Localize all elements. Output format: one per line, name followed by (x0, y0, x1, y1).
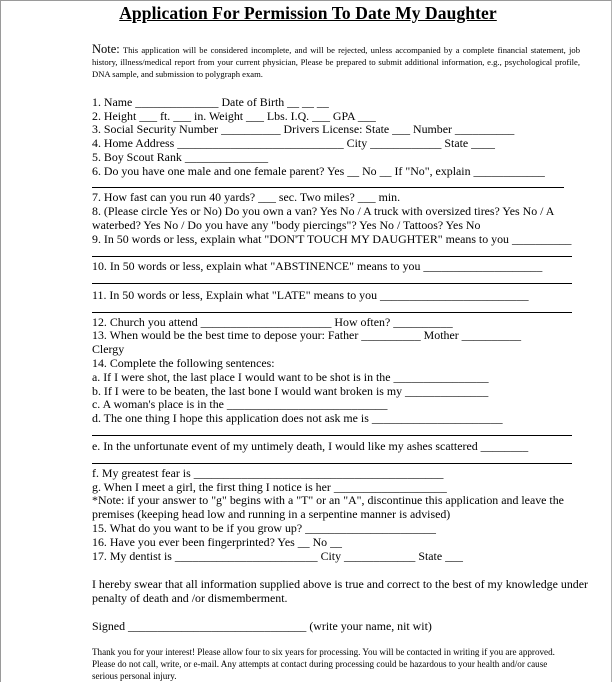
question-12: 12. Church you attend ______________________ How often? __________ (92, 315, 453, 329)
question-10: 10. In 50 words or less, explain what "ABSTINENCE" means to you ____________________ (92, 259, 543, 273)
note-text: This application will be considered incomplete, and will be rejected, unless accompanied by a complete financial statement, job history, illness/medical report from your current physician, Please be prepared to submit additional information, e.g., psychological profile, DNA sample, and submission to polygraph exam. (92, 45, 580, 79)
page-title: Application For Permission To Date My Daughter (119, 3, 497, 23)
question-17: 17. My dentist is ________________________ City ____________ State ___ (92, 549, 463, 563)
answer-line[interactable] (92, 435, 572, 436)
question-13: 13. When would be the best time to depose your: Father __________ Mother __________ (92, 328, 522, 342)
footer-text: Thank you for your interest! Please allow four to six years for processing. You will be contacted in writing if you are approved. Please do not call, write, or e-mail. Any attempts at contact during processing could be hazardous to your health and/or cause serious personal injury. (92, 647, 555, 681)
note-label: Note: (92, 42, 120, 56)
question-4: 4. Home Address ____________________________ City ____________ State ____ (92, 136, 495, 150)
question-2: 2. Height ___ ft. ___ in. Weight ___ Lbs. I.Q. ___ GPA ___ (92, 109, 376, 123)
question-14c: c. A woman's place is in the ___________________________ (92, 397, 388, 411)
question-14g: g. When I meet a girl, the first thing I notice is her ___________________ (92, 480, 447, 494)
question-9: 9. In 50 words or less, explain what "DON'T TOUCH MY DAUGHTER" means to you __________ (92, 232, 572, 246)
question-3: 3. Social Security Number __________ Drivers License: State ___ Number __________ (92, 122, 515, 136)
answer-line[interactable] (92, 283, 572, 284)
question-6: 6. Do you have one male and one female parent? Yes __ No __ If "No", explain ____________ (92, 164, 545, 178)
signature-line: Signed ______________________________ (write your name, nit wit) (92, 619, 432, 633)
question-14: 14. Complete the following sentences: (92, 356, 275, 370)
question-14e: e. In the unfortunate event of my untimely death, I would like my ashes scattered ________ (92, 439, 529, 453)
answer-line[interactable] (92, 463, 572, 464)
question-7: 7. How fast can you run 40 yards? ___ sec. Two miles? ___ min. (92, 190, 401, 204)
question-14-note-2: premises (keeping head low and running in a serpentine manner is advised) (92, 507, 451, 521)
question-5: 5. Boy Scout Rank ______________ (92, 150, 269, 164)
answer-line[interactable] (92, 312, 572, 313)
question-1: 1. Name ______________ Date of Birth __ __ __ (92, 95, 329, 109)
question-15: 15. What do you want to be if you grow up? ______________________ (92, 521, 436, 535)
question-16: 16. Have you ever been fingerprinted? Yes __ No __ (92, 535, 342, 549)
question-14-note-1: *Note: if your answer to "g" begins with a "T" or an "A", discontinue this application and leave the (92, 493, 564, 507)
question-8-line-2: waterbed? Yes No / Do you have any "body piercings"? Yes No / Tattoos? Yes No (92, 218, 481, 232)
answer-line[interactable] (92, 187, 564, 188)
question-11: 11. In 50 words or less, Explain what "LATE" means to you _________________________ (92, 288, 529, 302)
question-14b: b. If I were to be beaten, the last bone I would want broken is my ______________ (92, 384, 489, 398)
question-14f: f. My greatest fear is __________________________________________ (92, 466, 444, 480)
question-8-line-1: 8. (Please circle Yes or No) Do you own a van? Yes No / A truck with oversized tires? Yes No / A (92, 204, 555, 218)
question-13-clergy: Clergy (92, 342, 125, 356)
oath-line-2: penalty of death and /or dismemberment. (92, 591, 288, 605)
oath-line-1: I hereby swear that all information supplied above is true and correct to the best of my knowledge under (92, 577, 588, 591)
answer-line[interactable] (92, 256, 572, 257)
question-14d: d. The one thing I hope this application does not ask me is ______________________ (92, 411, 503, 425)
question-14a: a. If I were shot, the last place I would want to be shot is in the ________________ (92, 370, 489, 384)
intro-note (92, 43, 580, 80)
